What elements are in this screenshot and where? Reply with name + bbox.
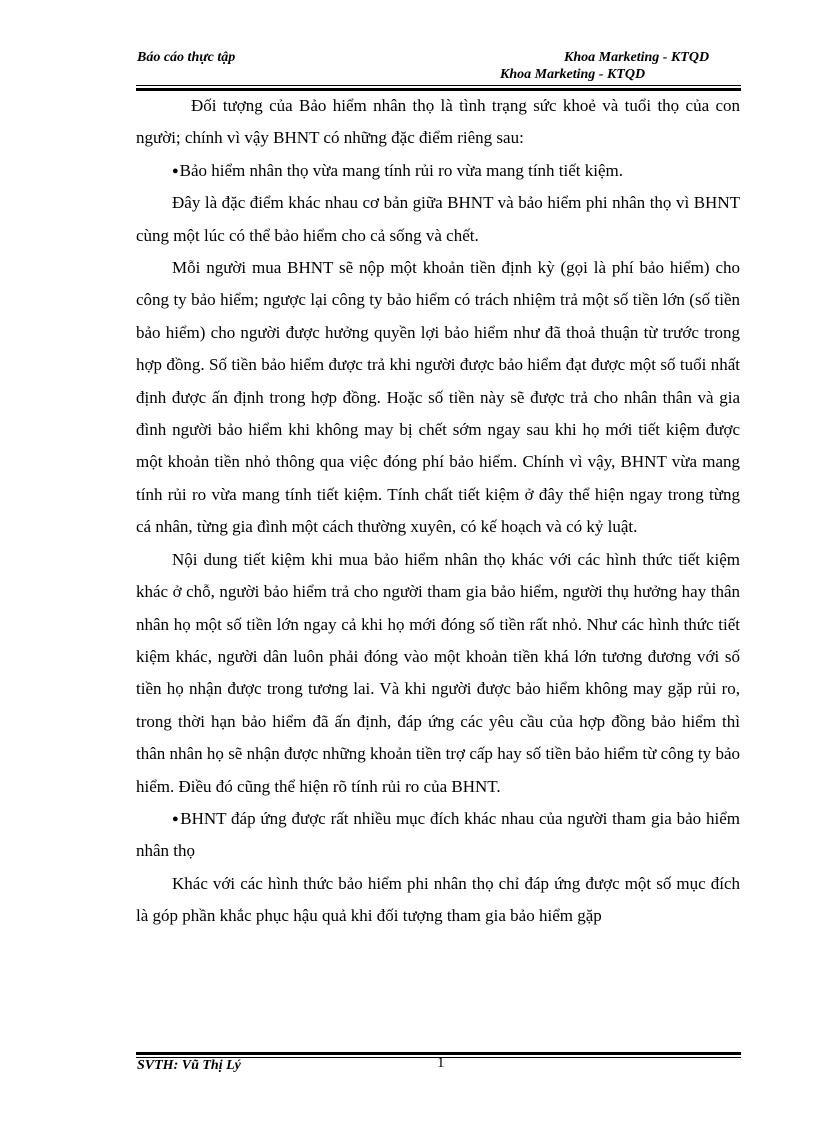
bullet-text: Bảo hiểm nhân thọ vừa mang tính rủi ro vừa mang tính tiết kiệm. [179,160,624,180]
bullet-icon [172,161,180,180]
paragraph-non-life-comparison: Khác với các hình thức bảo hiểm phi nhân thọ chỉ đáp ứng được một số mục đích là góp phần khắc phục hậu quả khi đối tượng tham gia bảo hiểm gặp [136,873,740,926]
bullet-text: BHNT đáp ứng được rất nhiều mục đích khác nhau của người tham gia bảo hiểm nhân thọ [136,808,740,861]
paragraph-savings-content: Nội dung tiết kiệm khi mua bảo hiểm nhân thọ khác với các hình thức tiết kiệm khác ở chỗ, người bảo hiểm trả cho người tham gia bảo hiểm, người thụ hưởng hay thân nhân họ một số tiền lớn ngay cả khi họ mới đóng số tiền rất nhỏ. Như các hình thức tiết kiệm khác, người dân luôn phải đóng vào một khoản tiền khá lớn tương đương với số tiền họ nhận được trong tương lai. Và khi người được bảo hiểm không may gặp rủi ro, trong thời hạn bảo hiểm đã ấn định, đáp ứng các yêu cầu của hợp đồng bảo hiểm thì thân nhân họ sẽ nhận được những khoản tiền trợ cấp hay số tiền bảo hiểm từ công ty bảo hiểm. Điều đó cũng thể hiện rõ tính rủi ro của BHNT. [136,549,740,796]
footer-author: SVTH: Vũ Thị Lý [137,1058,241,1073]
header-department-repeat: Khoa Marketing - KTQD [500,67,646,82]
page-number: 1 [437,1055,445,1071]
paragraph-difference: Đây là đặc điểm khác nhau cơ bản giữa BHNT và bảo hiểm phi nhân thọ vì BHNT cùng một lúc có thể bảo hiểm cho cả sống và chết. [136,193,740,245]
bullet-icon [172,809,180,828]
header-department: Khoa Marketing - KTQD [564,50,710,65]
bullet-item-purposes [136,803,740,868]
paragraph-premium: Mỗi người mua BHNT sẽ nộp một khoản tiền định kỳ (gọi là phí bảo hiểm) cho công ty bảo hiểm; ngược lại công ty bảo hiểm có trách nhiệm trả một số tiền lớn (số tiền bảo hiểm) cho người được hưởng quyền lợi bảo hiểm như đã thoả thuận từ trước trong hợp đồng. Số tiền bảo hiểm được trả khi người được bảo hiểm đạt được một số tuổi nhất định được ấn định trong hợp đồng. Hoặc số tiền này sẽ được trả cho nhân thân và gia đình người bảo hiểm khi không may bị chết sớm ngay sau khi họ mới tiết kiệm được một khoản tiền nhỏ thông qua việc đóng phí bảo hiểm. Chính vì vậy, BHNT vừa mang tính rủi ro vừa mang tính tiết kiệm. Tính chất tiết kiệm ở đây thể hiện ngay trong từng cá nhân, từng gia đình một cách thường xuyên, có kế hoạch và có kỷ luật. [136,258,740,537]
paragraph-intro: Đối tượng của Bảo hiểm nhân thọ là tình trạng sức khoẻ và tuổi thọ của con người; chính vì vậy BHNT có những đặc điểm riêng sau: [136,96,740,148]
header-report-title: Báo cáo thực tập [137,50,236,65]
bullet-item-savings [136,155,740,187]
document-body [136,90,740,933]
header-rule-thin [136,85,741,86]
